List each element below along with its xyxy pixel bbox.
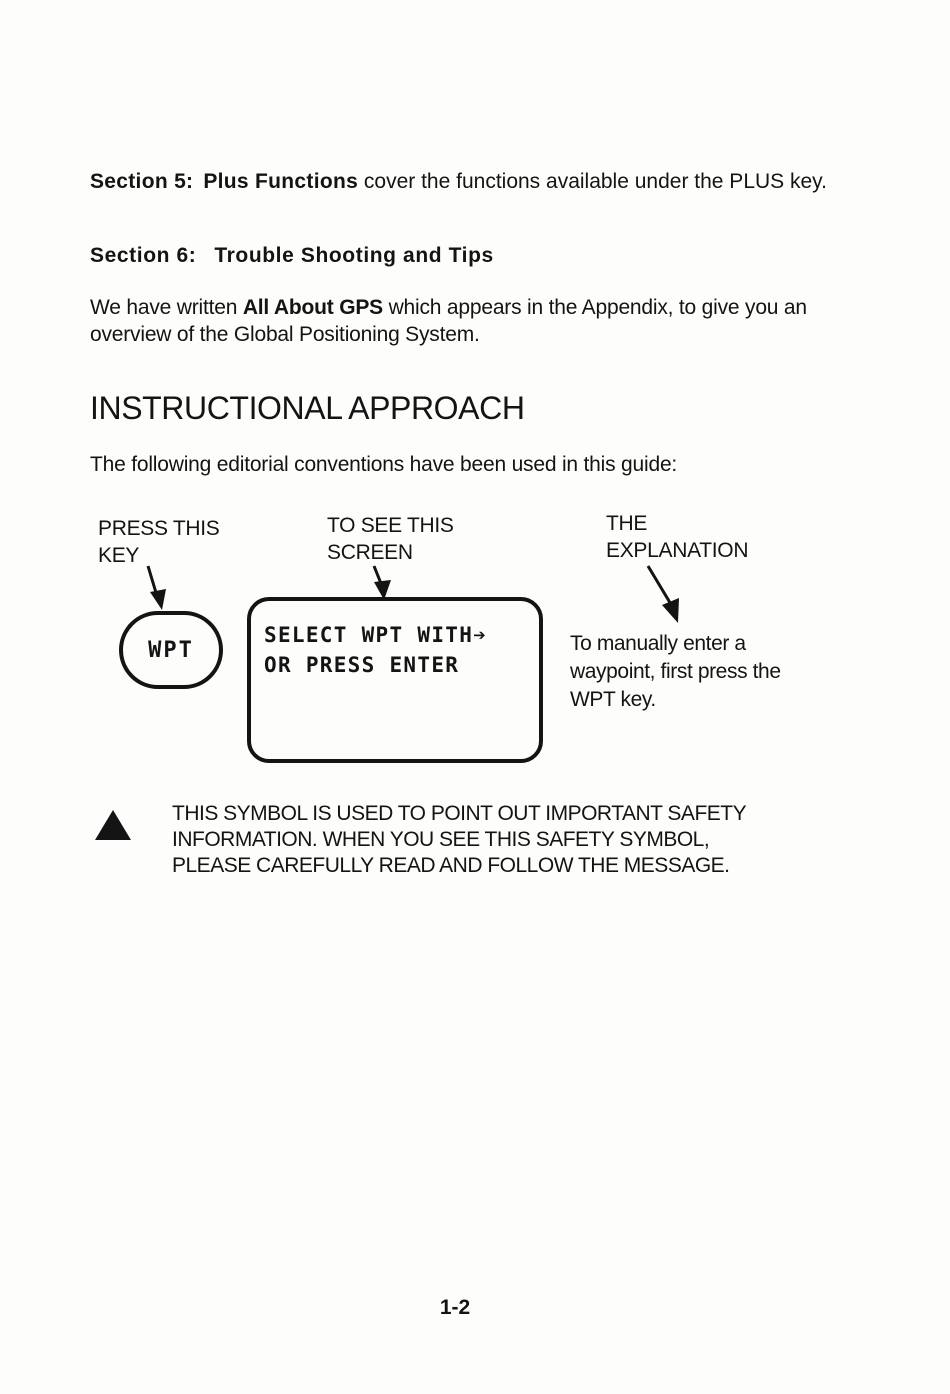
section-6-title: Trouble Shooting and Tips: [214, 244, 494, 267]
page-number: 1-2: [439, 1296, 471, 1319]
gps-screen-display: [247, 597, 543, 763]
safety-warning-text: THIS SYMBOL IS USED TO POINT OUT IMPORTANT SAFETY INFORMATION. WHEN YOU SEE THIS SAFETY SYMBOL, PLEASE CAREFULLY READ AND FOLLOW THE MESSAGE.: [172, 802, 747, 877]
section-5-label: Section 5:: [90, 170, 194, 193]
screen-line-2: OR PRESS ENTER: [264, 653, 460, 677]
instructional-approach-heading: INSTRUCTIONAL APPROACH: [90, 390, 525, 426]
right-arrow-icon: ➔: [473, 623, 488, 647]
section-5-text: cover the functions available under the PLUS key.: [358, 170, 827, 193]
screen-line-1: [264, 623, 487, 647]
explanation-text: To manually enter a waypoint, first press the WPT key.: [570, 632, 781, 711]
section-6-label: Section 6:: [90, 244, 197, 267]
key-pointer-arrow-icon: [148, 566, 166, 610]
screen-line-1-text: SELECT WPT WITH: [264, 623, 474, 647]
gps-text-before: We have written: [90, 296, 243, 319]
section-5-title: Plus Functions: [203, 170, 359, 193]
wpt-key-button: WPT: [119, 611, 223, 689]
conventions-intro: The following editorial conventions have been used in this guide:: [90, 453, 678, 476]
explanation-pointer-arrow-icon: [648, 566, 679, 623]
warning-triangle-icon: [94, 808, 134, 842]
screen-pointer-arrow-icon: [374, 566, 391, 600]
gps-text-after: which appears in the Appendix, to give you an overview of the Global Positioning System.: [90, 296, 807, 346]
gps-text-bold: All About GPS: [242, 296, 383, 319]
the-explanation-label: THE EXPLANATION: [606, 512, 749, 562]
press-this-key-label: PRESS THIS KEY: [98, 517, 220, 567]
to-see-this-screen-label: TO SEE THIS SCREEN: [327, 514, 454, 564]
